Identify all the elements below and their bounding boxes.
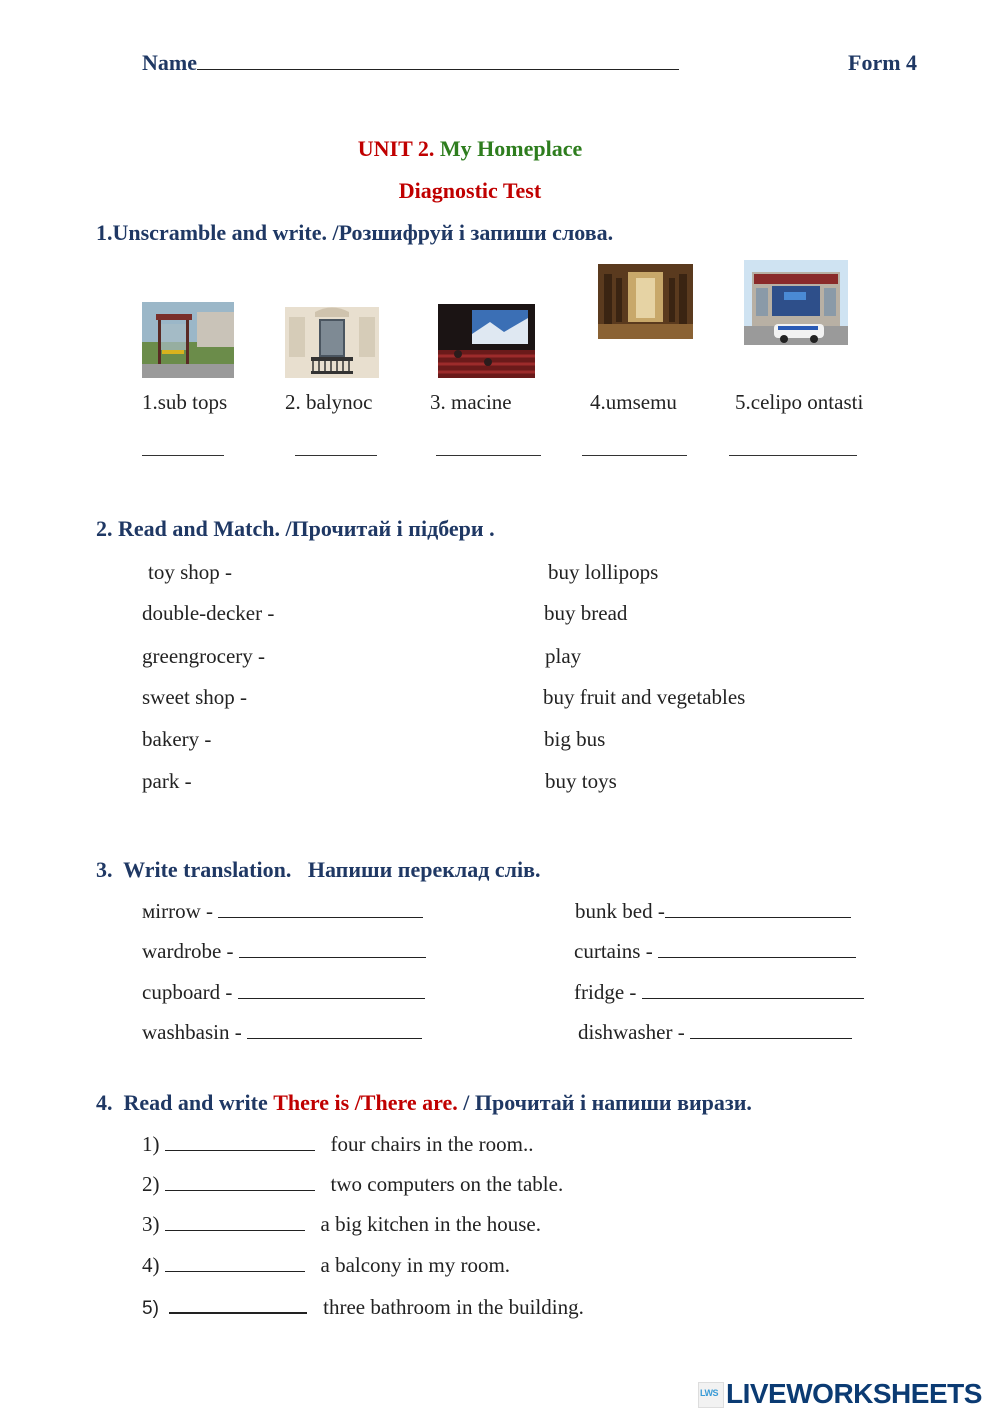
match-left-item[interactable]: greengrocery -: [142, 644, 266, 668]
scramble-label: 5.celipo ontasti: [735, 390, 864, 414]
match-left-item[interactable]: sweet shop -: [142, 685, 247, 709]
match-left-item[interactable]: double-decker -: [142, 601, 275, 625]
name-label: Name: [142, 50, 679, 76]
form-label: Form 4: [848, 50, 918, 75]
translation-row: fridge -: [574, 980, 864, 1005]
translation-row: bunk bed -: [575, 899, 851, 924]
translation-blank[interactable]: [218, 899, 423, 918]
answer-blank-4[interactable]: [582, 455, 687, 456]
sentence-row: 5) three bathroom in the building.: [142, 1295, 584, 1319]
match-left-item[interactable]: bakery -: [142, 727, 212, 751]
sentence-row: 1) four chairs in the room..: [142, 1132, 534, 1156]
translation-blank[interactable]: [690, 1020, 852, 1039]
translation-blank[interactable]: [658, 939, 856, 958]
answer-blank-3[interactable]: [436, 455, 541, 456]
test-subtitle: Diagnostic Test: [398, 178, 542, 203]
name-blank[interactable]: [197, 51, 679, 70]
translation-blank[interactable]: [665, 899, 851, 918]
translation-row: dishwasher -: [578, 1020, 852, 1045]
match-right-item[interactable]: buy lollipops: [548, 560, 659, 584]
match-right-item[interactable]: buy toys: [545, 769, 617, 793]
translation-blank[interactable]: [247, 1020, 422, 1039]
match-right-item[interactable]: play: [545, 644, 582, 668]
translation-blank[interactable]: [642, 980, 864, 999]
bus-stop-image: [142, 302, 234, 378]
sentence-row: 2) two computers on the table.: [142, 1172, 564, 1196]
section3-heading: 3. Write translation. Напиши переклад слів.: [96, 857, 541, 882]
translation-row: curtains -: [574, 939, 856, 964]
sentence-row: 3) a big kitchen in the house.: [142, 1212, 541, 1236]
cinema-image: [438, 304, 535, 378]
there-blank[interactable]: [165, 1253, 305, 1272]
answer-blank-1[interactable]: [142, 455, 224, 456]
there-blank[interactable]: [165, 1212, 305, 1231]
translation-row: washbasin -: [142, 1020, 422, 1045]
match-left-item[interactable]: park -: [142, 769, 192, 793]
answer-blank-2[interactable]: [295, 455, 377, 456]
scramble-label: 1.sub tops: [142, 390, 228, 414]
there-blank[interactable]: [165, 1132, 315, 1151]
translation-row: wardrobe -: [142, 939, 426, 964]
scramble-label: 3. macine: [430, 390, 512, 414]
match-left-item[interactable]: toy shop -: [148, 560, 232, 584]
translation-row: cupboard -: [142, 980, 425, 1005]
match-right-item[interactable]: buy fruit and vegetables: [543, 685, 746, 709]
translation-blank[interactable]: [239, 939, 426, 958]
unit-title: UNIT 2. My Homeplace: [357, 136, 583, 161]
police-station-image: [744, 260, 848, 345]
section2-heading: 2. Read and Match. /Прочитай і підбери .: [96, 516, 495, 541]
match-right-item[interactable]: big bus: [544, 727, 606, 751]
match-right-item[interactable]: buy bread: [544, 601, 628, 625]
there-blank[interactable]: [169, 1294, 307, 1314]
scramble-label: 2. balynoc: [285, 390, 373, 414]
section4-heading: 4. Read and write There is /There are. / Прочитай і напиши вирази.: [96, 1090, 752, 1115]
there-blank[interactable]: [165, 1172, 315, 1191]
translation-row: мirrow -: [142, 899, 423, 924]
scramble-label: 4.umsemu: [590, 390, 677, 414]
answer-blank-5[interactable]: [729, 455, 857, 456]
lws-badge-icon: LWS: [698, 1382, 724, 1408]
section1-heading: 1.Unscramble and write. /Розшифруй і запиши слова.: [96, 220, 614, 245]
sentence-row: 4) a balcony in my room.: [142, 1253, 511, 1277]
balcony-image: [285, 307, 379, 378]
translation-blank[interactable]: [238, 980, 425, 999]
museum-image: [598, 264, 693, 339]
